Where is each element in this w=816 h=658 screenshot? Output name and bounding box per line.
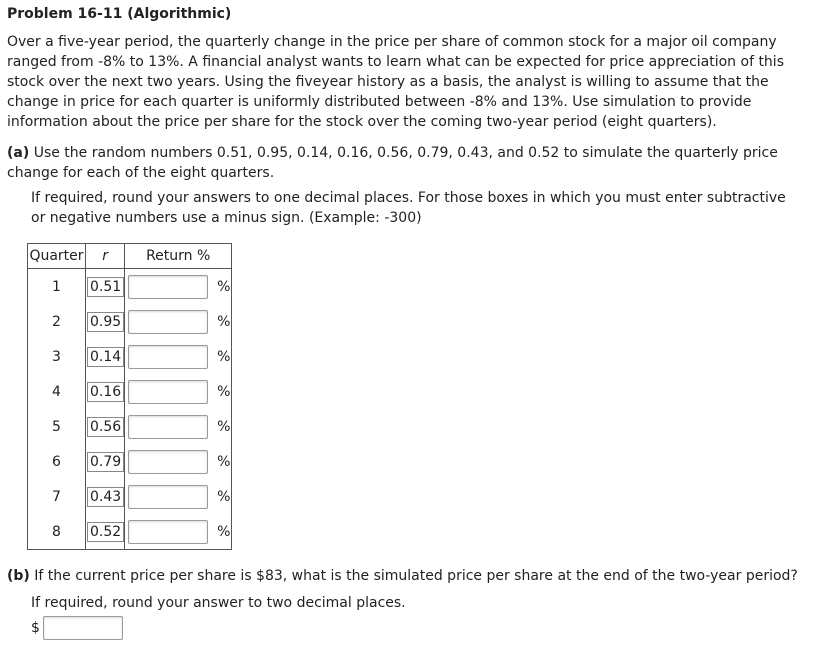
return-input[interactable] [128,345,208,369]
table-row [28,269,232,305]
return-input-cell [125,409,217,444]
random-number: 0.16 [87,382,124,402]
table-row [28,409,232,444]
problem-title: Problem 16-11 (Algorithmic) [7,6,232,22]
random-number: 0.95 [87,312,124,332]
random-number: 0.14 [87,347,124,367]
return-input-cell [125,444,217,479]
dollar-sign: $ [31,620,40,636]
price-input[interactable] [43,616,123,640]
quarter-cell: 6 [28,444,86,479]
table-row [28,304,232,339]
part-a-label: (a) [7,145,30,161]
return-input[interactable] [128,275,208,299]
header-r: r [86,244,125,269]
return-input-cell [125,304,217,339]
random-number-cell [86,409,125,444]
random-number-cell [86,444,125,479]
simulation-table [27,243,232,550]
percent-sign: % [216,409,231,444]
percent-sign: % [216,339,231,374]
quarter-cell: 7 [28,479,86,514]
part-b-text: If the current price per share is $83, what is the simulated price per share at the end of the two-year period? [34,568,798,584]
percent-sign: % [216,479,231,514]
table-row [28,514,232,550]
table-header-row [28,244,232,269]
percent-sign: % [216,444,231,479]
price-answer-row [31,616,123,640]
random-number: 0.43 [87,487,124,507]
return-input[interactable] [128,450,208,474]
table-row [28,444,232,479]
quarter-cell: 1 [28,269,86,305]
return-input-cell [125,374,217,409]
table-row [28,339,232,374]
return-input-cell [125,339,217,374]
part-b-note: If required, round your answer to two decimal places. [31,595,406,611]
percent-sign: % [216,514,231,550]
quarter-cell: 2 [28,304,86,339]
random-number-cell [86,374,125,409]
return-input[interactable] [128,520,208,544]
return-input[interactable] [128,310,208,334]
quarter-cell: 5 [28,409,86,444]
return-input[interactable] [128,380,208,404]
random-number: 0.52 [87,522,124,542]
header-return: Return % [125,244,232,269]
table-row [28,374,232,409]
quarter-cell: 8 [28,514,86,550]
table-row [28,479,232,514]
quarter-cell: 4 [28,374,86,409]
return-input[interactable] [128,415,208,439]
quarter-cell: 3 [28,339,86,374]
percent-sign: % [216,374,231,409]
header-quarter: Quarter [28,244,86,269]
part-a-question [7,143,807,183]
part-b-label: (b) [7,568,30,584]
return-input-cell [125,514,217,550]
random-number: 0.56 [87,417,124,437]
return-input-cell [125,479,217,514]
random-number-cell [86,269,125,305]
random-number-cell [86,304,125,339]
percent-sign: % [216,269,231,305]
return-input-cell [125,269,217,305]
random-number-cell [86,514,125,550]
return-input[interactable] [128,485,208,509]
random-number: 0.79 [87,452,124,472]
part-a-note: If required, round your answers to one decimal places. For those boxes in which you must enter subtractive or negative numbers use a minus sign. (Example: -300) [31,190,786,226]
part-a-text: Use the random numbers 0.51, 0.95, 0.14, 0.16, 0.56, 0.79, 0.43, and 0.52 to simulate the quarterly price change for each of the eight quarters. [7,145,778,181]
problem-intro: Over a five-year period, the quarterly change in the price per share of common stock for a major oil company ranged from -8% to 13%. A financial analyst wants to learn what can be expected for price appreciation of this stock over the next two years. Using the fiveyear history as a basis, the analyst is willing to assume that the change in price for each quarter is uniformly distributed between -8% and 13%. Use simulation to provide information about the price per share for the stock over the coming two-year period (eight quarters). [7,34,784,130]
random-number-cell [86,479,125,514]
random-number: 0.51 [87,277,124,297]
percent-sign: % [216,304,231,339]
part-b-question [7,566,807,586]
random-number-cell [86,339,125,374]
